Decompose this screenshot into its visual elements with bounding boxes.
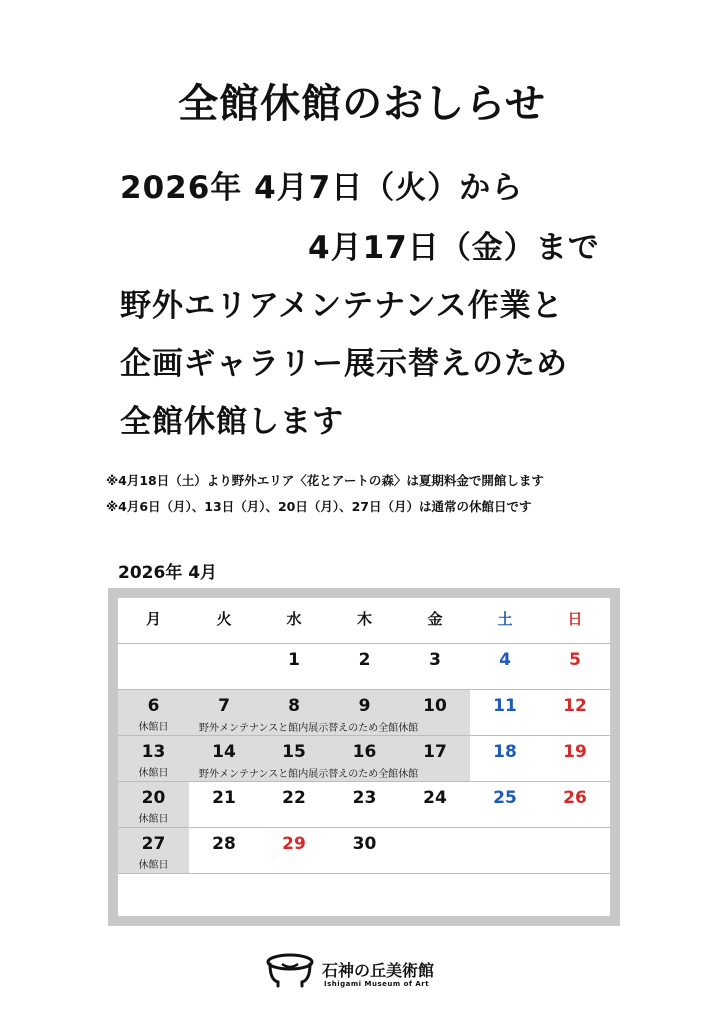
day-number: 20 [141,788,166,808]
day-number: 13 [141,742,166,762]
day-number: 11 [493,696,517,716]
reason-line-1: 野外エリアメンテナンス作業と [120,288,564,324]
day-number: 2 [358,650,371,670]
closed-day-label: 休館日 [138,768,169,779]
calendar-day-cell [470,782,540,828]
day-number: 29 [282,834,306,854]
weekday-header [540,598,610,644]
calendar-day-cell [189,782,259,828]
weekday-label: 日 [567,610,583,628]
calendar-day-cell [189,644,259,690]
calendar-day-cell [118,644,189,690]
calendar-grid [118,598,610,916]
weekday-header [400,598,470,644]
calendar-day-cell [540,736,610,782]
day-number: 1 [288,650,300,670]
day-number: 24 [423,788,447,808]
calendar-day-cell [118,736,189,782]
calendar-day-cell [259,782,329,828]
day-number: 8 [288,696,300,716]
closure-span-label: 野外メンテナンスと館内展示替えのため全館休館 [199,769,419,780]
closed-day-label: 休館日 [138,814,169,825]
day-number: 25 [493,788,517,808]
museum-name: 石神の丘美術館 [322,961,435,980]
weekday-label: 土 [497,610,513,628]
calendar-title: 2026年 4月 [118,563,218,583]
day-number: 9 [358,696,371,716]
day-number: 16 [352,742,377,762]
day-number: 14 [212,742,236,762]
calendar-day-cell [400,644,470,690]
calendar-day-cell [400,828,470,874]
calendar-day-cell [470,828,540,874]
day-number: 26 [563,788,587,808]
weekday-header [189,598,259,644]
weekday-label: 木 [356,610,372,628]
closed-day-label: 休館日 [138,722,169,733]
calendar-day-cell [329,644,400,690]
day-number: 21 [212,788,236,808]
date-range-start: 2026年 4月7日（火）から [120,170,524,206]
day-number: 12 [563,696,587,716]
day-number: 27 [141,834,166,854]
weekday-label: 金 [427,610,443,628]
closure-span-label: 野外メンテナンスと館内展示替えのため全館休館 [199,723,419,734]
weekday-header [259,598,329,644]
calendar-day-cell [118,782,189,828]
calendar-day-cell [118,828,189,874]
page-title: 全館休館のおしらせ [178,81,546,127]
closure-statement: 全館休館します [120,404,344,440]
museum-name-english: Ishigami Museum of Art [324,980,430,988]
calendar-day-cell [400,782,470,828]
calendar-day-cell [470,736,540,782]
day-number: 28 [212,834,236,854]
calendar-day-cell [259,644,329,690]
calendar-day-cell [470,644,540,690]
calendar-day-cell [329,828,400,874]
calendar-day-cell [259,828,329,874]
calendar-day-cell [470,690,540,736]
day-number: 30 [352,834,377,854]
day-number: 4 [499,650,511,670]
weekday-header [329,598,400,644]
calendar-day-cell [540,828,610,874]
day-number: 3 [429,650,441,670]
day-number: 19 [563,742,587,762]
day-number: 10 [423,696,447,716]
weekday-header [470,598,540,644]
calendar-day-cell [329,782,400,828]
calendar-day-cell [540,690,610,736]
day-number: 15 [282,742,306,762]
weekday-label: 火 [216,610,232,628]
calendar-day-cell [540,644,610,690]
museum-logo [264,950,464,990]
day-number: 23 [352,788,377,808]
note-summer-fee: ※4月18日（土）より野外エリア〈花とアートの森〉は夏期料金で開館します [106,473,544,488]
closed-day-label: 休館日 [138,860,169,871]
date-range-end: 4月17日（金）まで [308,230,600,266]
note-regular-closed: ※4月6日（月）、13日（月）、20日（月）、27日（月）は通常の休館日です [106,499,532,514]
weekday-label: 月 [145,610,161,628]
day-number: 6 [147,696,160,716]
day-number: 7 [218,696,230,716]
museum-logo-icon [264,950,316,990]
calendar-frame [108,588,620,926]
calendar-day-cell [189,828,259,874]
calendar-day-cell [118,690,189,736]
weekday-label: 水 [286,610,302,628]
day-number: 22 [282,788,306,808]
day-number: 18 [493,742,517,762]
day-number: 5 [569,650,581,670]
reason-line-2: 企画ギャラリー展示替えのため [120,346,568,382]
weekday-header [118,598,189,644]
day-number: 17 [423,742,447,762]
calendar-day-cell [540,782,610,828]
